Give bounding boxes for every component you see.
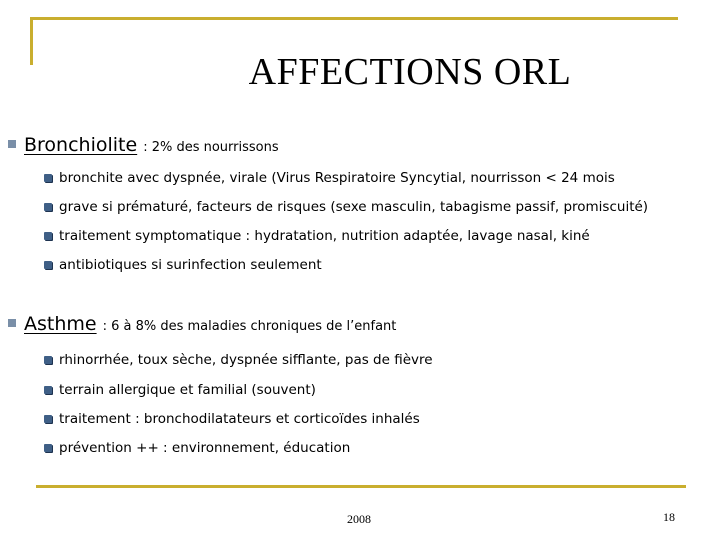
section-heading: Bronchiolite xyxy=(24,134,138,156)
square-bullet-icon xyxy=(8,319,16,327)
list-item xyxy=(44,170,615,186)
q-bullet-icon xyxy=(44,415,52,423)
frame-top-line xyxy=(30,17,678,20)
q-bullet-icon xyxy=(44,261,52,269)
section-bronchiolite xyxy=(8,134,279,156)
frame-left-line xyxy=(30,17,33,65)
footer-year: 2008 xyxy=(347,512,371,526)
page-number: 18 xyxy=(663,510,675,524)
list-item-text: terrain allergique et familial (souvent) xyxy=(59,382,316,398)
q-bullet-icon xyxy=(44,174,52,182)
footer-line xyxy=(36,485,686,488)
q-bullet-icon xyxy=(44,386,52,394)
list-item-text: bronchite avec dyspnée, virale (Virus Respiratoire Syncytial, nourrisson < 24 mois xyxy=(59,170,615,186)
list-item xyxy=(44,257,322,273)
q-bullet-icon xyxy=(44,203,52,211)
list-item xyxy=(44,199,648,215)
list-item-text: prévention ++ : environnement, éducation xyxy=(59,440,351,456)
list-item xyxy=(44,228,590,244)
section-asthme xyxy=(8,313,396,335)
list-item xyxy=(44,352,433,368)
list-item-text: traitement : bronchodilatateurs et corticoïdes inhalés xyxy=(59,411,420,427)
list-item xyxy=(44,382,316,398)
section-detail: : 2% des nourrissons xyxy=(143,140,279,155)
section-detail: : 6 à 8% des maladies chroniques de l’enfant xyxy=(102,319,397,334)
section-heading: Asthme xyxy=(24,313,97,335)
list-item xyxy=(44,440,350,456)
q-bullet-icon xyxy=(44,232,52,240)
list-item-text: rhinorrhée, toux sèche, dyspnée sifflante, pas de fièvre xyxy=(59,352,433,368)
list-item-text: traitement symptomatique : hydratation, nutrition adaptée, lavage nasal, kiné xyxy=(59,228,590,244)
square-bullet-icon xyxy=(8,140,16,148)
list-item-text: grave si prématuré, facteurs de risques (sexe masculin, tabagisme passif, promiscuité) xyxy=(59,199,649,215)
slide-title: AFFECTIONS ORL xyxy=(248,51,572,93)
q-bullet-icon xyxy=(44,356,52,364)
q-bullet-icon xyxy=(44,444,52,452)
list-item-text: antibiotiques si surinfection seulement xyxy=(59,257,322,273)
list-item xyxy=(44,411,420,427)
